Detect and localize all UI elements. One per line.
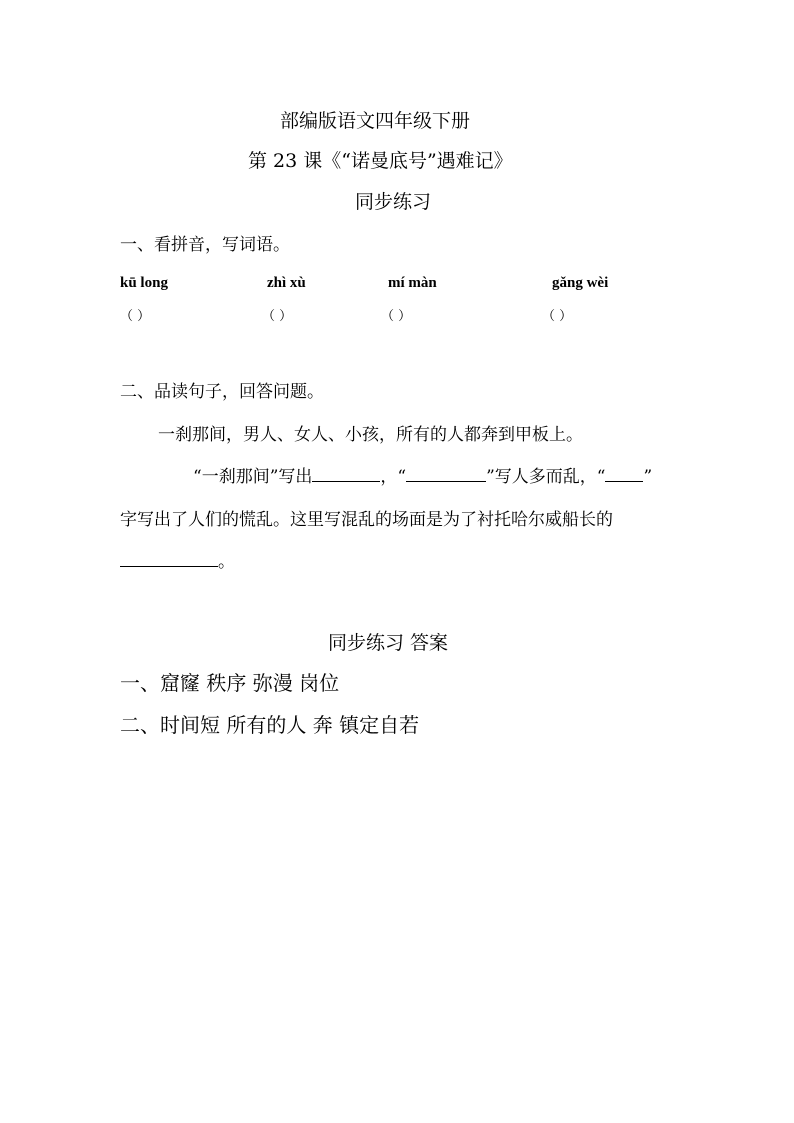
fill-blank-1[interactable] xyxy=(312,466,380,482)
quoted-sentence: 一刹那间，男人、女人、小孩，所有的人都奔到甲板上。 xyxy=(158,425,583,445)
fill-blank-3[interactable] xyxy=(605,466,643,482)
question-line-3 xyxy=(120,547,235,572)
answer-paren-3: （ ） xyxy=(381,309,412,324)
pinyin-4: gǎng wèi xyxy=(552,275,609,291)
question-part-4: ” xyxy=(643,467,653,487)
answer-paren-1: （ ） xyxy=(120,309,151,324)
answer-paren-4: （ ） xyxy=(542,309,573,324)
pinyin-2: zhì xù xyxy=(267,275,306,291)
answer-paren-2: （ ） xyxy=(262,309,293,324)
fill-blank-4[interactable] xyxy=(120,551,218,567)
answers-title: 同步练习 答案 xyxy=(328,632,449,654)
lesson-title: 第 23 课《“诺曼底号”遇难记》 xyxy=(248,150,513,172)
question-part-3: ”写人多而乱，“ xyxy=(486,467,606,487)
question-part-2: ，“ xyxy=(380,467,407,487)
question-part-1: “一刹那间”写出 xyxy=(193,467,313,487)
pinyin-3: mí màn xyxy=(388,275,437,291)
question-end: 。 xyxy=(218,552,235,572)
fill-blank-2[interactable] xyxy=(406,466,486,482)
section1-heading: 一、看拼音，写词语。 xyxy=(120,235,290,255)
exercise-title: 同步练习 xyxy=(355,191,432,213)
pinyin-1: kū long xyxy=(120,275,168,291)
section2-heading: 二、品读句子，回答问题。 xyxy=(120,382,324,402)
doc-series-title: 部编版语文四年级下册 xyxy=(280,110,471,132)
question-line-1 xyxy=(193,462,652,487)
answer-line-1: 一、窟窿 秩序 弥漫 岗位 xyxy=(120,671,340,695)
question-line-2: 字写出了人们的慌乱。这里写混乱的场面是为了衬托哈尔威船长的 xyxy=(120,510,613,530)
answer-line-2: 二、时间短 所有的人 奔 镇定自若 xyxy=(120,713,420,737)
